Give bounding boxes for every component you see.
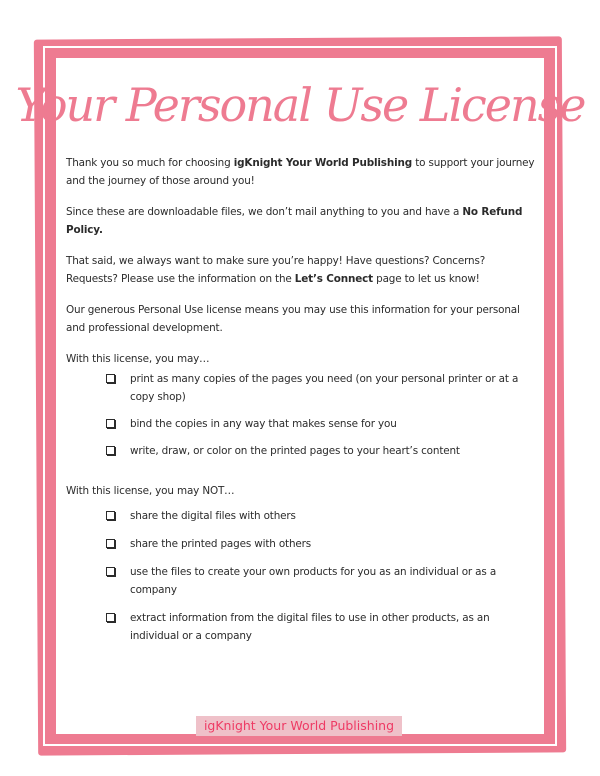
- may-not-list: [66, 507, 536, 645]
- checkbox-icon: [106, 567, 115, 576]
- may-list: [66, 370, 536, 460]
- license-content: [66, 154, 536, 655]
- may-not-heading: With this license, you may NOT…: [66, 485, 235, 497]
- footer-publisher-label: igKnight Your World Publishing: [196, 716, 402, 736]
- list-item: [66, 609, 536, 645]
- may-heading: With this license, you may…: [66, 353, 210, 365]
- contact-text-end: page to let us know!: [372, 273, 480, 285]
- intro-text-end: to support your journey and the journey of those around you!: [66, 157, 535, 187]
- contact-paragraph: [66, 252, 536, 288]
- list-item-text: extract information from the digital files to use in other products, as an individual or a company: [130, 612, 490, 642]
- checkbox-icon: [106, 511, 115, 520]
- intro-paragraph: [66, 154, 536, 190]
- intro-text: Thank you so much for choosing: [66, 157, 234, 169]
- list-item-text: use the files to create your own products for you as an individual or as a company: [130, 566, 497, 596]
- checkbox-icon: [106, 613, 115, 622]
- refund-policy: No Refund Policy.: [66, 206, 523, 236]
- refund-text: Since these are downloadable files, we don’t mail anything to you and have a: [66, 206, 463, 218]
- publisher-name: igKnight Your World Publishing: [233, 157, 413, 169]
- checkbox-icon: [106, 374, 115, 383]
- list-item: [66, 415, 536, 433]
- contact-text: That said, we always want to make sure you’re happy! Have questions? Concerns? Requests? Please use the information on the: [66, 255, 486, 285]
- list-item-text: write, draw, or color on the printed pages to your heart’s content: [130, 445, 460, 457]
- refund-paragraph: [66, 203, 536, 239]
- checkbox-icon: [106, 419, 115, 428]
- page-title: Your Personal Use License: [15, 78, 585, 132]
- list-item: [66, 535, 536, 553]
- list-item-text: print as many copies of the pages you need (on your personal printer or at a copy shop): [130, 373, 519, 403]
- list-item: [66, 442, 536, 460]
- checkbox-icon: [106, 539, 115, 548]
- list-item-text: share the printed pages with others: [130, 538, 312, 550]
- license-summary-paragraph: Our generous Personal Use license means you may use this information for your personal and professional development.: [66, 304, 520, 334]
- checkbox-icon: [106, 446, 115, 455]
- lets-connect-page: Let’s Connect: [294, 273, 373, 285]
- list-item-text: share the digital files with others: [130, 510, 296, 522]
- list-item-text: bind the copies in any way that makes sense for you: [130, 418, 397, 430]
- list-item: [66, 370, 536, 406]
- list-item: [66, 563, 536, 599]
- list-item: [66, 507, 536, 525]
